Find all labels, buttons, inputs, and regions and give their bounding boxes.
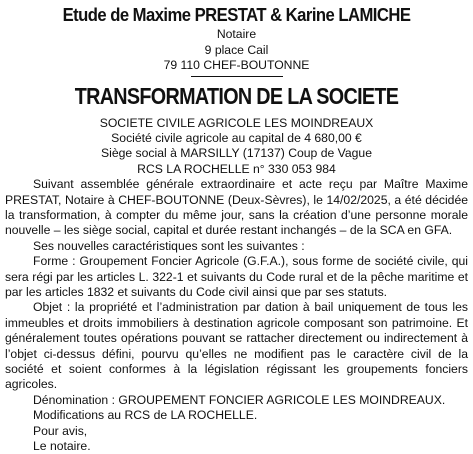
paragraph-form: Forme : Groupement Foncier Agricole (G.F.A.), sous forme de société civile, qui sera régi par les articles L. 322-1 et suivants du Code rural et de la pêche maritime et par les articles 1832 et suivants du Code civil ainsi que par ses statuts. — [5, 254, 468, 299]
closing-line-2: Le notaire. — [33, 439, 91, 454]
notary-title: Notaire — [216, 27, 257, 41]
company-name: SOCIETE CIVILE AGRICOLE LES MOINDREAUX — [99, 115, 374, 130]
paragraph-intro: Ses nouvelles caractéristiques sont les suivantes : — [33, 238, 305, 253]
paragraph-decision: Suivant assemblée générale extraordinaire et acte reçu par Maître Maxime PRESTAT, Notaire à CHEF-BOUTONNE (Deux-Sèvres), le 14/02/2025, a été décidée la transformation, à compter du même jour, sans la création d’une personne morale nouvelle – les siège social, capital et durée restant inchangés – de la SCA en GFA. — [5, 177, 468, 238]
closing-line-1: Pour avis, — [33, 423, 88, 438]
notice-body — [5, 177, 468, 424]
company-seat: Siège social à MARSILLY (17137) Coup de Vague — [100, 146, 372, 161]
paragraph-denomination: Dénomination : GROUPEMENT FONCIER AGRICOLE LES MOINDREAUX. — [33, 392, 446, 407]
company-capital: Société civile agricole au capital de 4 680,00 € — [111, 130, 362, 145]
firm-name: Etude de Maxime PRESTAT & Karine LAMICHE — [62, 4, 411, 25]
divider — [191, 76, 283, 77]
street-address: 9 place Cail — [204, 42, 269, 57]
notice-headline: TRANSFORMATION DE LA SOCIETE — [74, 82, 399, 109]
company-rcs: RCS LA ROCHELLE n° 330 053 984 — [137, 161, 336, 176]
paragraph-object: Objet : la propriété et l’administration par dation à bail uniquement de tous les immeubles et droits immobiliers à destination agricole composant son patrimoine. Et généralement toutes opérations pouvant se rattacher directement ou indirectement à l’objet ci-dessus défini, pourvu qu’elles ne modifient pas le caractère civil de la société et soient conformes à la législation régissant les groupements fonciers agricoles. — [5, 300, 468, 392]
paragraph-modifications: Modifications au RCS de LA ROCHELLE. — [33, 408, 258, 423]
city-address: 79 110 CHEF-BOUTONNE — [163, 58, 310, 72]
company-identity — [5, 116, 468, 178]
closing — [5, 424, 468, 454]
